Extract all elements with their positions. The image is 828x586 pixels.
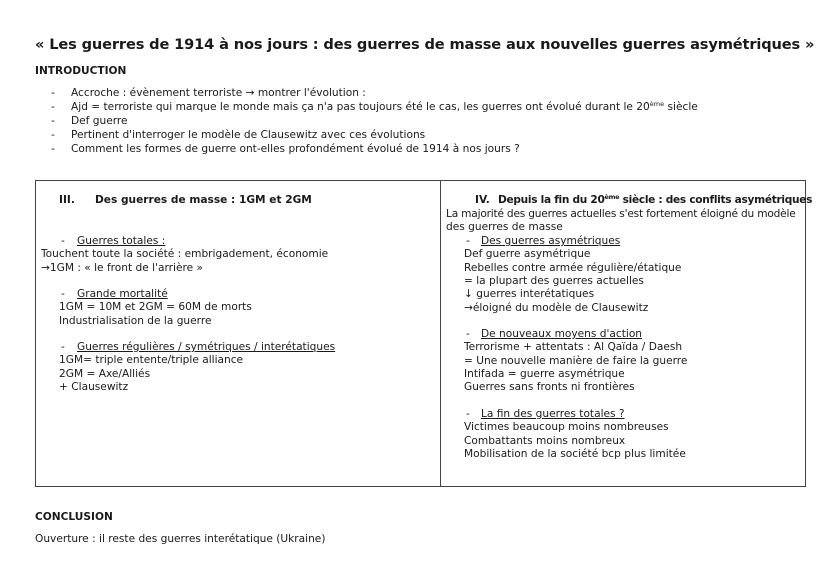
body-line: Terrorisme + attentats : Al Qaïda / Daesh [464,341,683,353]
subsection-title: Guerres régulières / symétriques / interétatiques [77,341,336,353]
body-line: = la plupart des guerres actuelles [464,275,644,287]
list-item [0,143,828,158]
body-line: Victimes beaucoup moins nombreuses [464,421,669,433]
subsection-title: La fin des guerres totales ? [481,408,625,420]
introduction-heading: INTRODUCTION [35,65,127,77]
text-after: siècle [664,101,698,113]
list-item-text [71,101,698,113]
subsection-title: Grande mortalité [77,288,168,300]
body-line: des guerres de masse [446,221,563,233]
body-line: 2GM = Axe/Alliés [59,368,151,380]
body-line: ↓ guerres interétatiques [464,288,595,300]
right-column [446,181,813,486]
body-line: Intifada = guerre asymétrique [464,368,625,380]
body-line: 1GM= triple entente/triple alliance [59,354,244,366]
bullet-dash: - [61,235,65,247]
bullet-dash: - [51,87,55,99]
body-line: →éloigné du modèle de Clausewitz [464,302,649,314]
text-before: Ajd = terroriste qui marque le monde mais ça n'a pas toujours été le cas, les guerres ont évolué durant le 20 [71,101,650,113]
list-item [0,87,828,102]
list-item [0,101,828,116]
body-line: Touchent toute la société : embrigadement, économie [41,248,329,260]
body-line: Mobilisation de la société bcp plus limitée [464,448,686,460]
section-heading [498,194,812,207]
body-line: Def guerre asymétrique [464,248,591,260]
body-line: Combattants moins nombreux [464,435,626,447]
bullet-dash: - [51,143,55,155]
list-item-text: Comment les formes de guerre ont-elles profondément évolué de 1914 à nos jours ? [71,143,520,155]
body-line: 1GM = 10M et 2GM = 60M de morts [59,301,252,313]
heading-text-before: Depuis la fin du 20 [498,194,605,206]
heading-text-after: siècle : des conflits asymétriques [619,194,813,206]
list-item-text: Pertinent d'interroger le modèle de Clausewitz avec ces évolutions [71,129,426,141]
list-item [0,115,828,130]
bullet-dash: - [51,129,55,141]
subsection-title: Guerres totales : [77,235,166,247]
bullet-dash: - [61,288,65,300]
list-item [0,129,828,144]
bullet-dash: - [466,235,470,247]
list-item-text: Accroche : évènement terroriste → montrer l'évolution : [71,87,366,99]
section-number: III. [59,194,75,206]
subsection-title: Des guerres asymétriques [481,235,621,247]
body-line: La majorité des guerres actuelles s'est fortement éloigné du modèle [446,208,796,220]
bullet-dash: - [466,408,470,420]
bullet-dash: - [51,101,55,113]
superscript: ème [604,193,620,201]
section-heading: Des guerres de masse : 1GM et 2GM [95,194,312,206]
subsection-title: De nouveaux moyens d'action [481,328,643,340]
column-divider [440,181,441,486]
two-column-table [35,180,813,487]
body-line: Guerres sans fronts ni frontières [464,381,635,393]
body-line: Industrialisation de la guerre [59,315,212,327]
body-line: = Une nouvelle manière de faire la guerre [464,355,688,367]
body-line: + Clausewitz [59,381,129,393]
conclusion-heading: CONCLUSION [35,511,113,523]
list-item-text: Def guerre [71,115,128,127]
left-column [41,181,436,486]
document-title: « Les guerres de 1914 à nos jours : des guerres de masse aux nouvelles guerres asymétriques » [35,36,815,53]
body-line: →1GM : « le front de l'arrière » [41,262,203,274]
section-number: IV. [475,194,490,206]
bullet-dash: - [466,328,470,340]
bullet-dash: - [51,115,55,127]
body-line: Rebelles contre armée régulière/étatique [464,262,682,274]
conclusion-text: Ouverture : il reste des guerres interétatique (Ukraine) [35,533,326,545]
bullet-dash: - [61,341,65,353]
superscript: ème [649,100,665,108]
